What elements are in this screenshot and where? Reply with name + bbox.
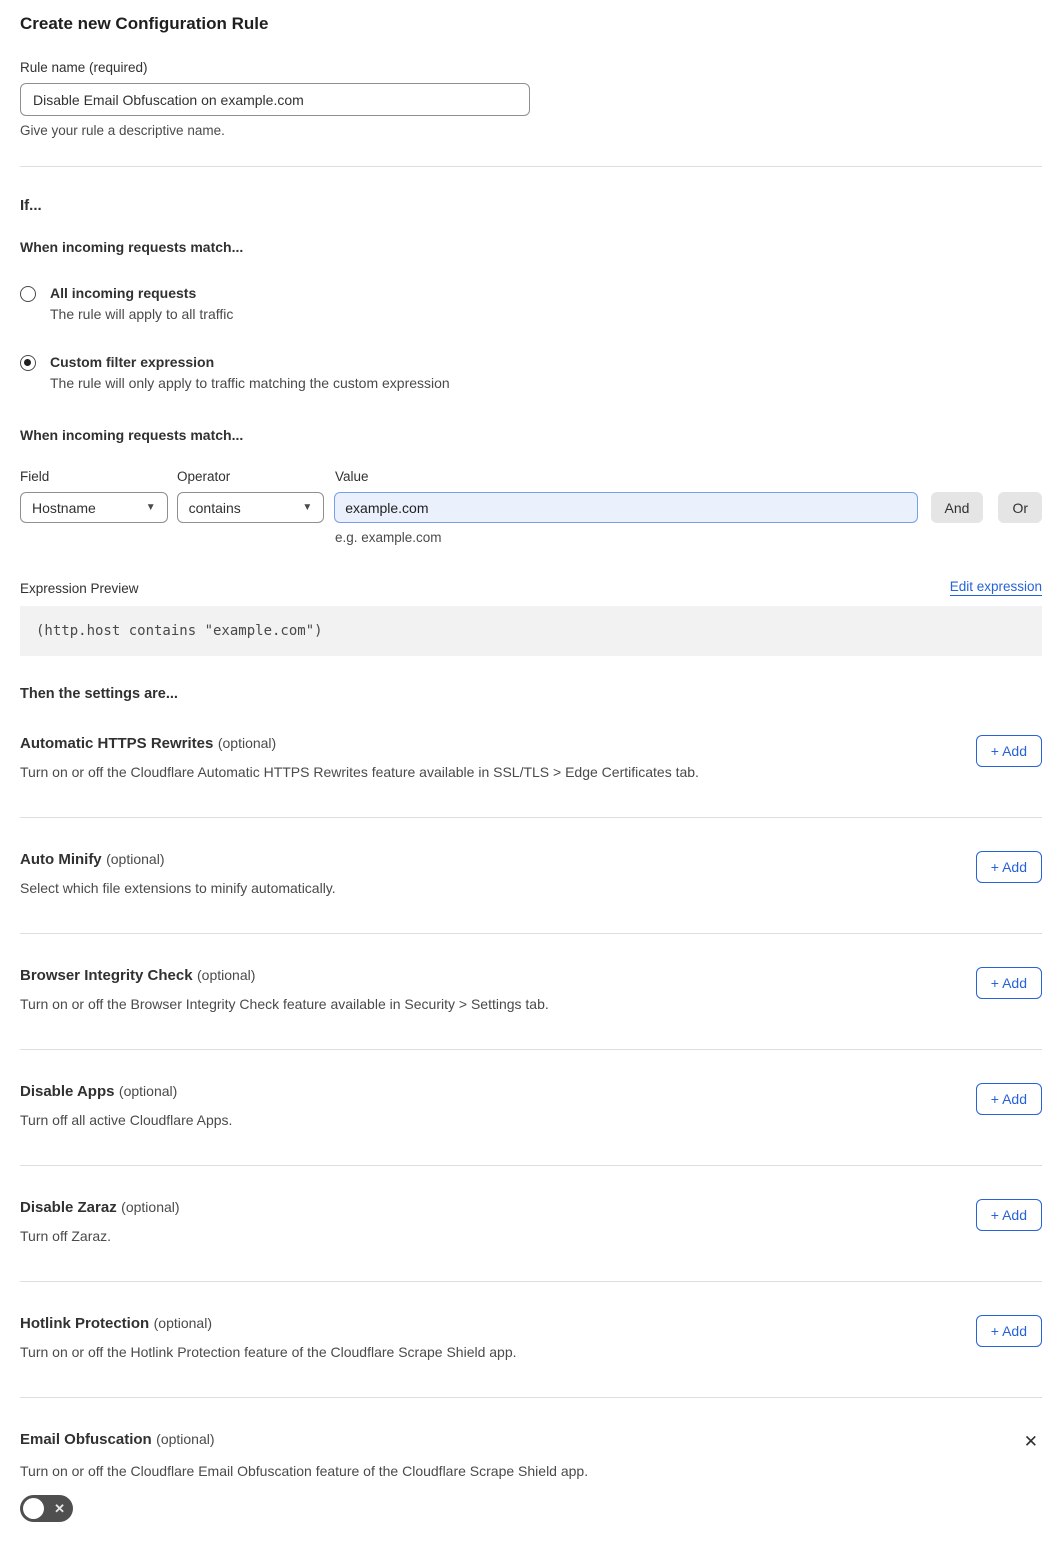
setting-title: Auto Minify: [20, 851, 102, 868]
radio-all-incoming-desc: The rule will apply to all traffic: [50, 306, 234, 322]
setting-title: Disable Apps: [20, 1083, 115, 1100]
setting-description: Select which file extensions to minify automatically.: [20, 880, 336, 896]
if-heading: If...: [20, 197, 42, 214]
setting-description: Turn on or off the Browser Integrity Check feature available in Security > Settings tab.: [20, 996, 549, 1012]
setting-optional-label: (optional): [217, 735, 277, 751]
setting-row: [20, 818, 1042, 934]
filter-heading: When incoming requests match...: [20, 427, 244, 443]
add-button[interactable]: + Add: [976, 967, 1042, 999]
setting-description: Turn off all active Cloudflare Apps.: [20, 1112, 233, 1128]
radio-custom-filter-desc: The rule will only apply to traffic matching the custom expression: [50, 375, 450, 391]
section-divider: [20, 166, 1042, 167]
add-button[interactable]: + Add: [976, 1315, 1042, 1347]
and-button[interactable]: And: [931, 492, 984, 523]
setting-row: [20, 1282, 1042, 1398]
add-button[interactable]: + Add: [976, 1083, 1042, 1115]
radio-all-incoming[interactable]: [20, 286, 36, 302]
then-settings-heading: Then the settings are...: [20, 686, 178, 702]
value-input[interactable]: [334, 492, 917, 523]
setting-description: Turn on or off the Cloudflare Automatic HTTPS Rewrites feature available in SSL/TLS > Edge Certificates tab.: [20, 764, 699, 780]
add-button[interactable]: + Add: [976, 1199, 1042, 1231]
setting-title: Hotlink Protection: [20, 1315, 150, 1332]
edit-expression-link[interactable]: Edit expression: [949, 579, 1042, 594]
rule-name-label: Rule name (required): [20, 60, 148, 75]
radio-custom-filter[interactable]: [20, 355, 36, 371]
setting-title: Disable Zaraz: [20, 1199, 117, 1216]
email-obfuscation-toggle[interactable]: [20, 1495, 73, 1522]
setting-optional-label: (optional): [121, 1199, 180, 1215]
email-obfuscation-section: [20, 1398, 1042, 1522]
expression-code: (http.host contains "example.com"): [20, 606, 1042, 656]
setting-optional-label: (optional): [106, 851, 165, 867]
field-select-value: Hostname: [32, 499, 96, 516]
value-help: e.g. example.com: [335, 530, 442, 545]
operator-select[interactable]: [177, 492, 325, 523]
radio-all-incoming-label: All incoming requests: [50, 285, 197, 301]
chevron-down-icon: ▼: [302, 502, 313, 513]
rule-name-input[interactable]: [20, 83, 530, 116]
radio-row-custom-filter: [20, 354, 1042, 391]
setting-row: [20, 1166, 1042, 1282]
setting-optional-label: (optional): [197, 967, 256, 983]
email-obfuscation-description: Turn on or off the Cloudflare Email Obfuscation feature of the Cloudflare Scrape Shield app.: [20, 1463, 589, 1479]
or-button[interactable]: Or: [998, 492, 1042, 523]
rule-name-help: Give your rule a descriptive name.: [20, 123, 225, 138]
filter-column-labels: [20, 469, 1042, 484]
field-select[interactable]: [20, 492, 168, 523]
setting-description: Turn on or off the Hotlink Protection feature of the Cloudflare Scrape Shield app.: [20, 1344, 517, 1360]
setting-title: Automatic HTTPS Rewrites: [20, 735, 214, 752]
setting-description: Turn off Zaraz.: [20, 1228, 112, 1244]
filter-row: [20, 492, 1042, 523]
expression-preview-row: [20, 579, 1042, 596]
setting-title: Browser Integrity Check: [20, 967, 193, 984]
add-button[interactable]: + Add: [976, 735, 1042, 767]
toggle-knob: [23, 1498, 44, 1519]
radio-custom-filter-label: Custom filter expression: [50, 354, 215, 370]
value-label: Value: [335, 469, 369, 484]
close-icon[interactable]: ✕: [1023, 1432, 1038, 1451]
email-obfuscation-optional-label: (optional): [156, 1431, 215, 1447]
radio-row-all-incoming: [20, 285, 1042, 322]
setting-optional-label: (optional): [118, 1083, 178, 1099]
toggle-off-icon: ✕: [54, 1500, 65, 1516]
operator-select-value: contains: [188, 499, 241, 516]
email-obfuscation-title: Email Obfuscation: [20, 1431, 152, 1448]
chevron-down-icon: ▼: [145, 502, 156, 513]
page-title: Create new Configuration Rule: [20, 14, 269, 33]
setting-optional-label: (optional): [153, 1315, 212, 1331]
settings-list: [20, 702, 1042, 1398]
operator-label: Operator: [177, 469, 231, 484]
field-label: Field: [20, 469, 50, 484]
setting-row: [20, 702, 1042, 818]
setting-row: [20, 1050, 1042, 1166]
expression-preview-label: Expression Preview: [20, 581, 139, 596]
match-heading: When incoming requests match...: [20, 239, 244, 255]
setting-row: [20, 934, 1042, 1050]
add-button[interactable]: + Add: [976, 851, 1042, 883]
